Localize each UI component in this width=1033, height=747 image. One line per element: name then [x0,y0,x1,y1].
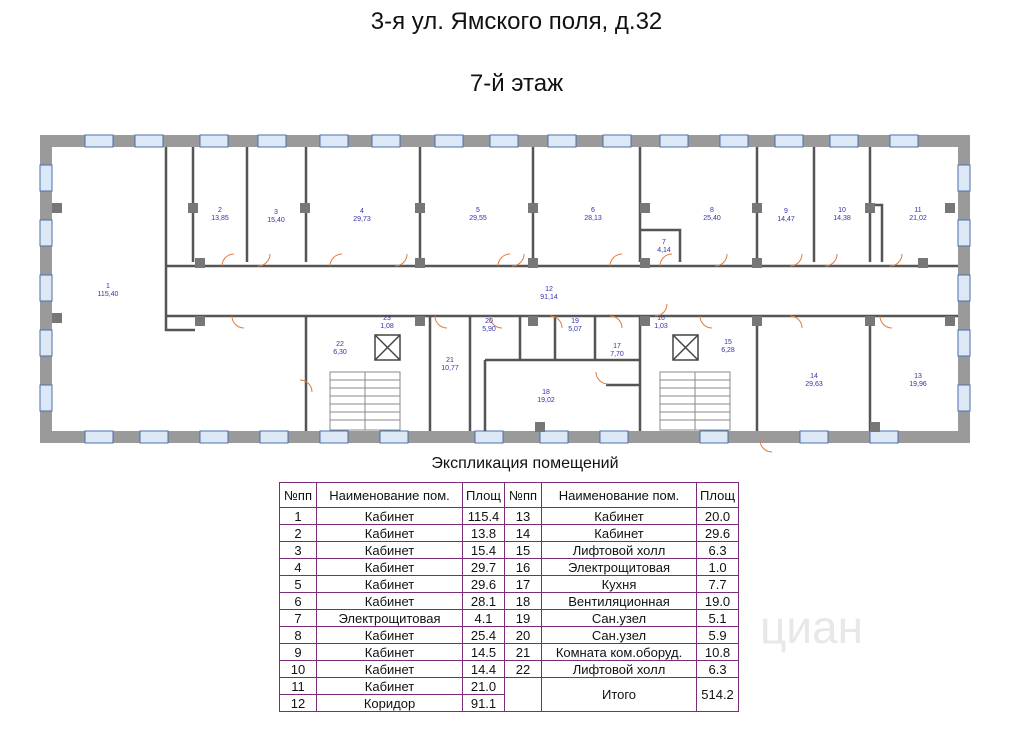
room-22-area: 6,30 [333,349,347,356]
room-4-no: 4 [360,208,364,215]
cell-area: 10.8 [697,644,739,661]
cell-name: Коридор [317,695,463,712]
room-20-area: 5,90 [482,326,496,333]
cell-name: Электрощитовая [317,610,463,627]
cell-num: 13 [505,508,542,525]
empty-cell [505,678,542,712]
cell-name: Кабинет [542,508,697,525]
cell-name: Лифтовой холл [542,542,697,559]
total-label: Итого [542,678,697,712]
cell-name: Кабинет [317,627,463,644]
room-23-no: 23 [383,315,391,322]
cell-num: 16 [505,559,542,576]
room-20-no: 20 [485,318,493,325]
cell-area: 91.1 [463,695,505,712]
room-21-no: 21 [446,357,454,364]
cell-num: 22 [505,661,542,678]
cell-area: 1.0 [697,559,739,576]
cell-num: 4 [280,559,317,576]
explication-table [279,482,739,712]
room-12-area: 91,14 [540,294,558,301]
cell-area: 29.6 [697,525,739,542]
room-16-no: 16 [657,315,665,322]
table-row [280,661,739,678]
room-17-area: 7,70 [610,351,624,358]
room-13-area: 19,96 [909,381,927,388]
room-13-no: 13 [914,373,922,380]
cell-name: Вентиляционная [542,593,697,610]
cell-num: 10 [280,661,317,678]
room-2-area: 13,85 [211,215,229,222]
room-6-area: 28,13 [584,215,602,222]
header-name: Наименование пом. [317,483,463,508]
address-title: 3-я ул. Ямского поля, д.32 [370,8,663,35]
cell-name: Кабинет [317,525,463,542]
cell-num: 1 [280,508,317,525]
cell-num: 12 [280,695,317,712]
cell-name: Лифтовой холл [542,661,697,678]
room-19-area: 5,07 [568,326,582,333]
room-4-area: 29,73 [353,216,371,223]
cell-num: 11 [280,678,317,695]
header-name: Наименование пом. [542,483,697,508]
cell-area: 20.0 [697,508,739,525]
room-12-no: 12 [545,286,553,293]
cell-area: 13.8 [463,525,505,542]
room-8-area: 25,40 [703,215,721,222]
cell-num: 9 [280,644,317,661]
table-row [280,542,739,559]
room-14-area: 29,63 [805,381,823,388]
cell-area: 21.0 [463,678,505,695]
cell-area: 6.3 [697,661,739,678]
header-num: №пп [280,483,317,508]
cell-num: 8 [280,627,317,644]
room-19-no: 19 [571,318,579,325]
room-3-area: 15,40 [267,217,285,224]
cell-area: 14.5 [463,644,505,661]
room-11-no: 11 [914,207,922,214]
cell-num: 6 [280,593,317,610]
room-2-no: 2 [218,207,222,214]
room-15-area: 6,28 [721,347,735,354]
room-10-area: 14,38 [833,215,851,222]
cell-area: 6.3 [697,542,739,559]
total-value: 514.2 [697,678,739,712]
cell-num: 20 [505,627,542,644]
cell-area: 5.9 [697,627,739,644]
room-7-area: 4,14 [657,247,671,254]
table-row [280,576,739,593]
room-9-no: 9 [784,208,788,215]
header-area: Площ [697,483,739,508]
room-5-area: 29,55 [469,215,487,222]
room-17-no: 17 [613,343,621,350]
room-16-area: 1,03 [654,323,668,330]
cell-area: 7.7 [697,576,739,593]
table-row [280,593,739,610]
cell-name: Кабинет [317,593,463,610]
cell-num: 17 [505,576,542,593]
cell-area: 115.4 [463,508,505,525]
cell-area: 5.1 [697,610,739,627]
room-7-no: 7 [662,239,666,246]
cell-name: Электрощитовая [542,559,697,576]
cell-name: Кабинет [542,525,697,542]
cell-num: 14 [505,525,542,542]
header-num: №пп [505,483,542,508]
watermark: циан [760,601,864,653]
cell-area: 14.4 [463,661,505,678]
cell-name: Комната ком.оборуд. [542,644,697,661]
cell-name: Сан.узел [542,627,697,644]
cell-num: 18 [505,593,542,610]
cell-name: Кабинет [317,576,463,593]
cell-name: Кухня [542,576,697,593]
room-6-no: 6 [591,207,595,214]
table-row [280,559,739,576]
cell-area: 29.6 [463,576,505,593]
legend-caption: Экспликация помещений [431,455,619,472]
room-18-no: 18 [542,389,550,396]
cell-area: 25.4 [463,627,505,644]
room-22-no: 22 [336,341,344,348]
room-1-no: 1 [106,283,110,290]
cell-name: Кабинет [317,542,463,559]
cell-area: 28.1 [463,593,505,610]
cell-name: Кабинет [317,559,463,576]
cell-num: 3 [280,542,317,559]
cell-num: 21 [505,644,542,661]
cell-name: Сан.узел [542,610,697,627]
table-header-row [280,483,739,508]
cell-name: Кабинет [317,661,463,678]
room-1-area: 115,40 [97,291,119,298]
room-23-area: 1,08 [380,323,394,330]
cell-area: 19.0 [697,593,739,610]
room-9-area: 14,47 [777,216,795,223]
room-3-no: 3 [274,209,278,216]
room-8-no: 8 [710,207,714,214]
cell-area: 4.1 [463,610,505,627]
cell-name: Кабинет [317,508,463,525]
cell-num: 5 [280,576,317,593]
cell-area: 29.7 [463,559,505,576]
room-5-no: 5 [476,207,480,214]
cell-num: 7 [280,610,317,627]
cell-area: 15.4 [463,542,505,559]
cell-num: 2 [280,525,317,542]
header-area: Площ [463,483,505,508]
cell-num: 15 [505,542,542,559]
room-10-no: 10 [838,207,846,214]
table-row [280,678,739,695]
outer-wall [40,135,970,443]
room-11-area: 21,02 [909,215,927,222]
room-15-no: 15 [724,339,732,346]
table-row [280,508,739,525]
table-row [280,644,739,661]
room-18-area: 19,02 [537,397,555,404]
room-21-area: 10,77 [441,365,459,372]
table-row [280,525,739,542]
table-row [280,627,739,644]
floor-title: 7-й этаж [469,70,564,97]
cell-name: Кабинет [317,644,463,661]
cell-name: Кабинет [317,678,463,695]
cell-num: 19 [505,610,542,627]
room-14-no: 14 [810,373,818,380]
table-row [280,610,739,627]
